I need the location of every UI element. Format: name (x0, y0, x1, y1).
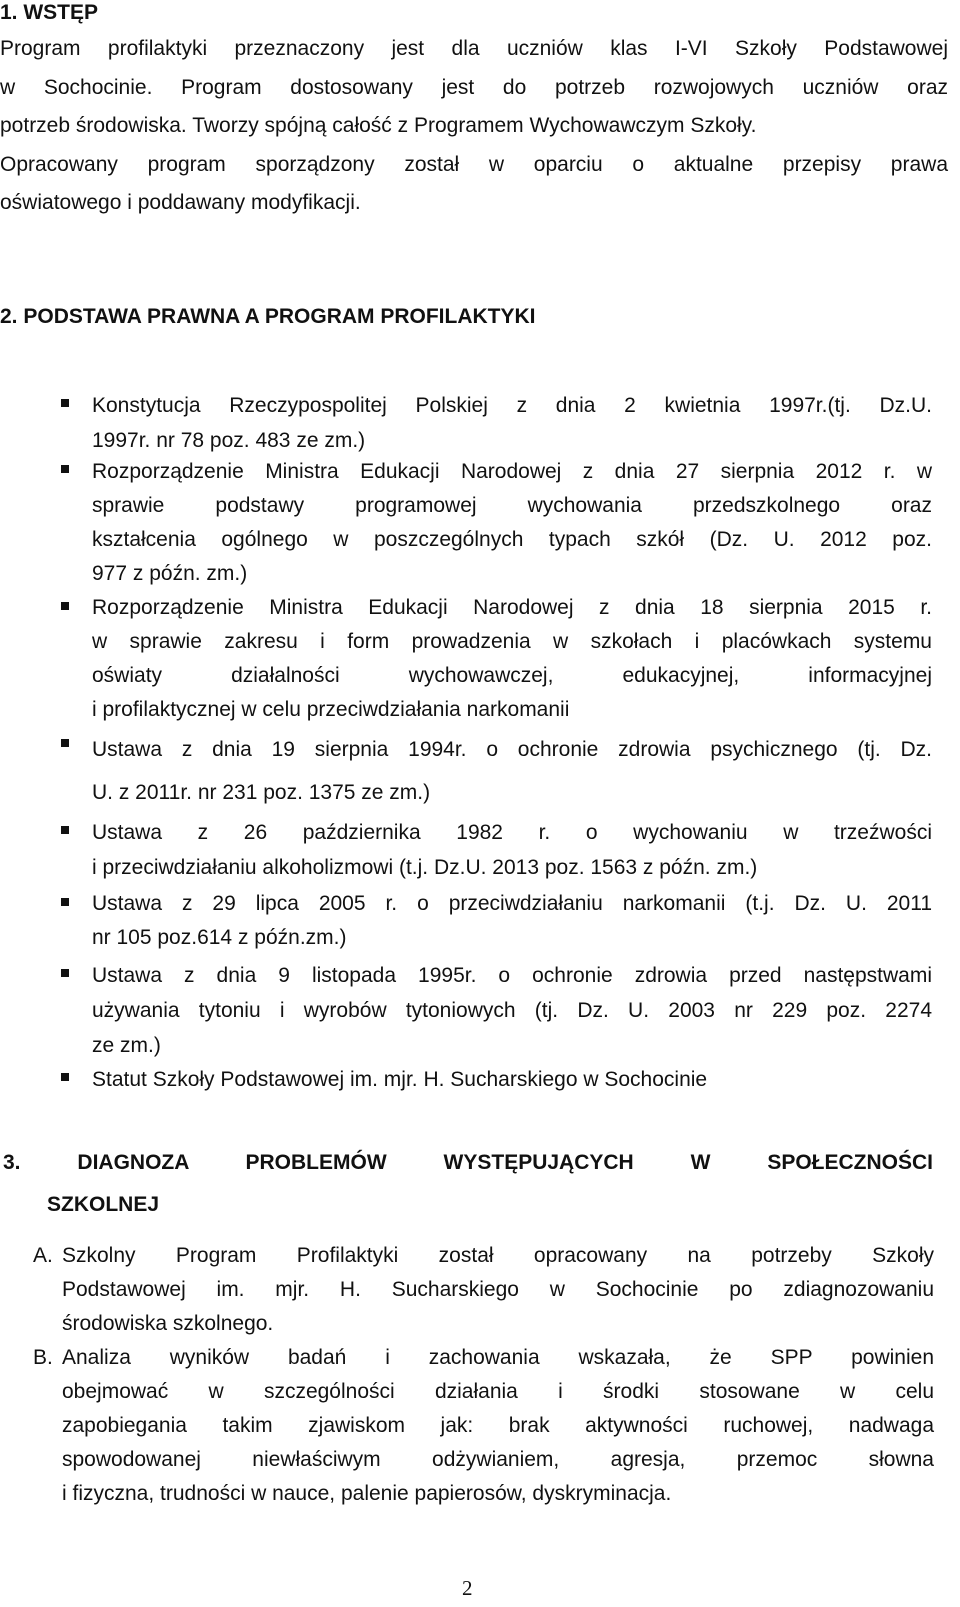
item-line: używania tytoniu i wyrobów tytoniowych (tj. Dz. U. 2003 nr 229 poz. 2274 (92, 999, 932, 1022)
item-line: U. z 2011r. nr 231 poz. 1375 ze zm.) (92, 781, 431, 804)
legal-basis-item (92, 388, 932, 458)
bullet-icon (61, 739, 69, 747)
item-line: Ustawa z dnia 9 listopada 1995r. o ochronie zdrowia przed następstwami (92, 964, 932, 987)
legal-basis-item (92, 887, 932, 955)
item-line: Konstytucja Rzeczypospolitej Polskiej z dnia 2 kwietnia 1997r.(tj. Dz.U. (92, 394, 932, 417)
legal-basis-item (92, 591, 932, 727)
legal-basis-item (92, 728, 932, 814)
paragraph-line: potrzeb środowiska. Tworzy spójną całość z Programem Wychowawczym Szkoły. (0, 114, 757, 137)
section-2-heading: 2. PODSTAWA PRAWNA A PROGRAM PROFILAKTYKI (0, 305, 536, 328)
item-line: kształcenia ogólnego w poszczególnych typach szkół (Dz. U. 2012 poz. (92, 528, 932, 551)
item-line: spowodowanej niewłaściwym odżywianiem, agresja, przemoc słowna (62, 1448, 934, 1471)
legal-basis-item (92, 958, 932, 1063)
item-line: i profilaktycznej w celu przeciwdziałania narkomanii (92, 698, 570, 721)
item-line: Szkolny Program Profilaktyki został opracowany na potrzeby Szkoły (62, 1244, 934, 1267)
bullet-icon (61, 465, 69, 473)
list-label: A. (33, 1244, 53, 1267)
item-line: ze zm.) (92, 1034, 161, 1057)
section-1-paragraph (0, 30, 948, 223)
diagnosis-item (62, 1239, 934, 1341)
bullet-icon (61, 1073, 69, 1081)
bullet-icon (61, 898, 69, 906)
item-line: Rozporządzenie Ministra Edukacji Narodowej z dnia 27 sierpnia 2012 r. w (92, 460, 932, 483)
legal-basis-item (92, 1062, 932, 1097)
item-line: Analiza wyników badań i zachowania wskazała, że SPP powinien (62, 1346, 934, 1369)
item-line: zapobiegania takim zjawiskom jak: brak aktywności ruchowej, nadwaga (62, 1414, 934, 1437)
page-number: 2 (462, 1576, 473, 1600)
item-line: Ustawa z dnia 19 sierpnia 1994r. o ochronie zdrowia psychicznego (tj. Dz. (92, 738, 932, 761)
item-line: środowiska szkolnego. (62, 1312, 274, 1335)
item-line: Statut Szkoły Podstawowej im. mjr. H. Sucharskiego w Sochocinie (92, 1068, 708, 1091)
bullet-icon (61, 602, 69, 610)
item-line: obejmować w szczególności działania i środki stosowane w celu (62, 1380, 934, 1403)
item-line: w sprawie zakresu i form prowadzenia w szkołach i placówkach systemu (92, 630, 932, 653)
item-line: i fizyczna, trudności w nauce, palenie papierosów, dyskryminacja. (62, 1482, 672, 1505)
item-line: sprawie podstawy programowej wychowania przedszkolnego oraz (92, 494, 932, 517)
list-label: B. (33, 1346, 53, 1369)
section-3-heading-continued: SZKOLNEJ (47, 1193, 160, 1216)
diagnosis-item (62, 1341, 934, 1511)
legal-basis-item (92, 815, 932, 885)
item-line: Podstawowej im. mjr. H. Sucharskiego w Sochocinie po zdiagnozowaniu (62, 1278, 934, 1301)
bullet-icon (61, 969, 69, 977)
section-1-heading: 1. WSTĘP (0, 1, 99, 24)
paragraph-line: oświatowego i poddawany modyfikacji. (0, 191, 361, 214)
bullet-icon (61, 399, 69, 407)
item-line: i przeciwdziałaniu alkoholizmowi (t.j. Dz.U. 2013 poz. 1563 z późn. zm.) (92, 856, 758, 879)
item-line: nr 105 poz.614 z późn.zm.) (92, 926, 347, 949)
bullet-icon (61, 826, 69, 834)
legal-basis-item (92, 455, 932, 591)
paragraph-line: Opracowany program sporządzony został w oparciu o aktualne przepisy prawa (0, 152, 948, 176)
item-line: Ustawa z 29 lipca 2005 r. o przeciwdziałaniu narkomanii (t.j. Dz. U. 2011 (92, 892, 932, 915)
item-line: oświaty działalności wychowawczej, edukacyjnej, informacyjnej (92, 664, 932, 687)
paragraph-line: w Sochocinie. Program dostosowany jest do potrzeb rozwojowych uczniów oraz (0, 75, 948, 99)
item-line: 977 z późn. zm.) (92, 562, 248, 585)
item-line: Ustawa z 26 października 1982 r. o wychowaniu w trzeźwości (92, 821, 932, 844)
item-line: 1997r. nr 78 poz. 483 ze zm.) (92, 429, 366, 452)
section-3-heading: 3. DIAGNOZA PROBLEMÓW WYSTĘPUJĄCYCH W SPOŁECZNOŚCI (3, 1151, 933, 1174)
item-line: Rozporządzenie Ministra Edukacji Narodowej z dnia 18 sierpnia 2015 r. (92, 596, 932, 619)
paragraph-line: Program profilaktyki przeznaczony jest dla uczniów klas I-VI Szkoły Podstawowej (0, 37, 948, 60)
